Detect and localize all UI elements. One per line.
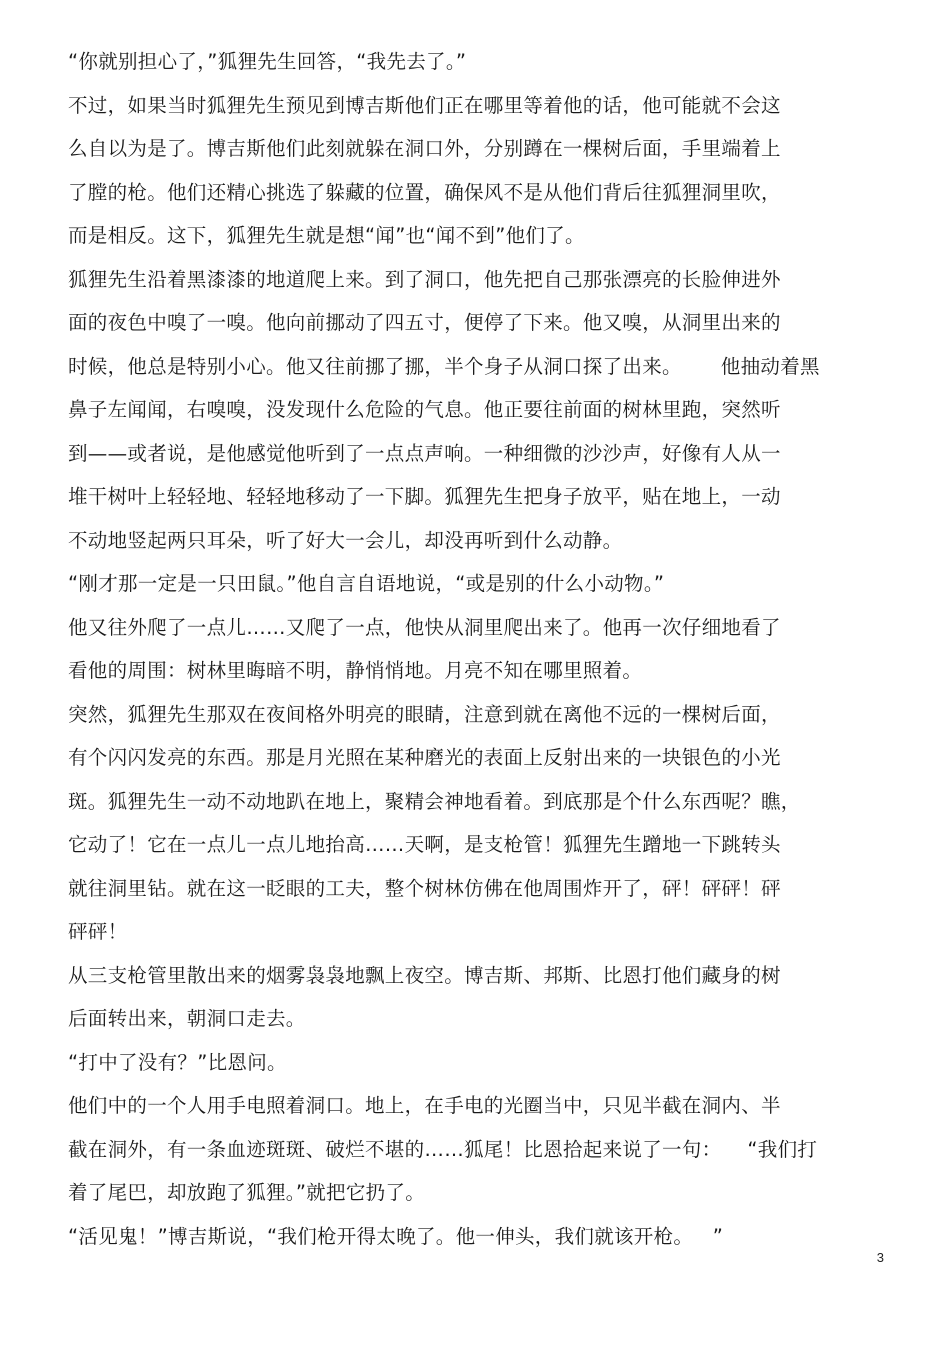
text-line: “刚才那一定是一只田鼠。”他自言自语地说，“或是别的什么小动物。”: [68, 572, 665, 595]
text-line: 截在洞外，有一条血迹斑斑、破烂不堪的……狐尾！比恩拾起来说了一句： “我们打: [68, 1137, 818, 1161]
text-line: 时候，他总是特别小心。他又往前挪了挪，半个身子从洞口探了出来。 他抽动着黑: [68, 354, 820, 378]
text-line: 突然，狐狸先生那双在夜间格外明亮的眼睛，注意到就在离他不远的一棵树后面，: [68, 702, 781, 726]
page-number: 3: [876, 1250, 884, 1265]
text-line: 堆干树叶上轻轻地、轻轻地移动了一下脚。狐狸先生把身子放平，贴在地上，一动: [68, 485, 781, 508]
text-line: 不过，如果当时狐狸先生预见到博吉斯他们正在哪里等着他的话，他可能就不会这: [68, 93, 781, 117]
text-line: 斑。狐狸先生一动不动地趴在地上，聚精会神地看着。到底那是个什么东西呢？瞧，: [68, 789, 801, 813]
text-line: 从三支枪管里散出来的烟雾袅袅地飘上夜空。博吉斯、邦斯、比恩打他们藏身的树: [68, 963, 781, 987]
text-line: “活见鬼！”博吉斯说，“我们枪开得太晚了。他一伸头，我们就该开枪。 ”: [68, 1224, 724, 1248]
text-line: 而是相反。这下，狐狸先生就是想“闻”也“闻不到”他们了。: [68, 224, 585, 247]
text-line: “打中了没有？”比恩问。: [68, 1050, 287, 1074]
text-line: 它动了！它在一点儿一点儿地抬高……天啊，是支枪管！狐狸先生蹭地一下跳转头: [68, 833, 781, 856]
text-line: 就往洞里钻。就在这一眨眼的工夫，整个树林仿佛在他周围炸开了，砰！砰砰！砰: [68, 876, 781, 900]
text-line: 他又往外爬了一点儿……又爬了一点，他快从洞里爬出来了。他再一次仔细地看了: [68, 615, 781, 639]
text-line: 看他的周围：树林里晦暗不明，静悄悄地。月亮不知在哪里照着。: [68, 659, 643, 682]
text-line: 后面转出来，朝洞口走去。: [68, 1007, 306, 1030]
text-line: 么自以为是了。博吉斯他们此刻就躲在洞口外，分别蹲在一棵树后面，手里端着上: [68, 137, 781, 160]
text-line: 到——或者说，是他感觉他听到了一点点声响。一种细微的沙沙声，好像有人从一: [68, 441, 781, 465]
text-line: 面的夜色中嗅了一嗅。他向前挪动了四五寸，便停了下来。他又嗅，从洞里出来的: [68, 311, 781, 334]
text-line: 鼻子左闻闻，右嗅嗅，没发现什么危险的气息。他正要往前面的树林里跑，突然听: [68, 398, 781, 421]
text-line: 砰砰！: [68, 920, 128, 943]
text-line: “你就别担心了，”狐狸先生回答，“我先去了。”: [68, 50, 467, 73]
body-text: [68, 47, 898, 1265]
text-line: 了膛的枪。他们还精心挑选了躲藏的位置，确保风不是从他们背后往狐狸洞里吹，: [68, 180, 781, 204]
text-line: 他们中的一个人用手电照着洞口。地上，在手电的光圈当中，只见半截在洞内、半: [68, 1094, 781, 1117]
text-line: 不动地竖起两只耳朵，听了好大一会儿，却没再听到什么动静。: [68, 528, 623, 552]
text-line: 着了尾巴，却放跑了狐狸。”就把它扔了。: [68, 1181, 426, 1204]
text-line: 有个闪闪发亮的东西。那是月光照在某种磨光的表面上反射出来的一块银色的小光: [68, 746, 781, 769]
text-line: 狐狸先生沿着黑漆漆的地道爬上来。到了洞口，他先把自己那张漂亮的长脸伸进外: [68, 267, 781, 291]
